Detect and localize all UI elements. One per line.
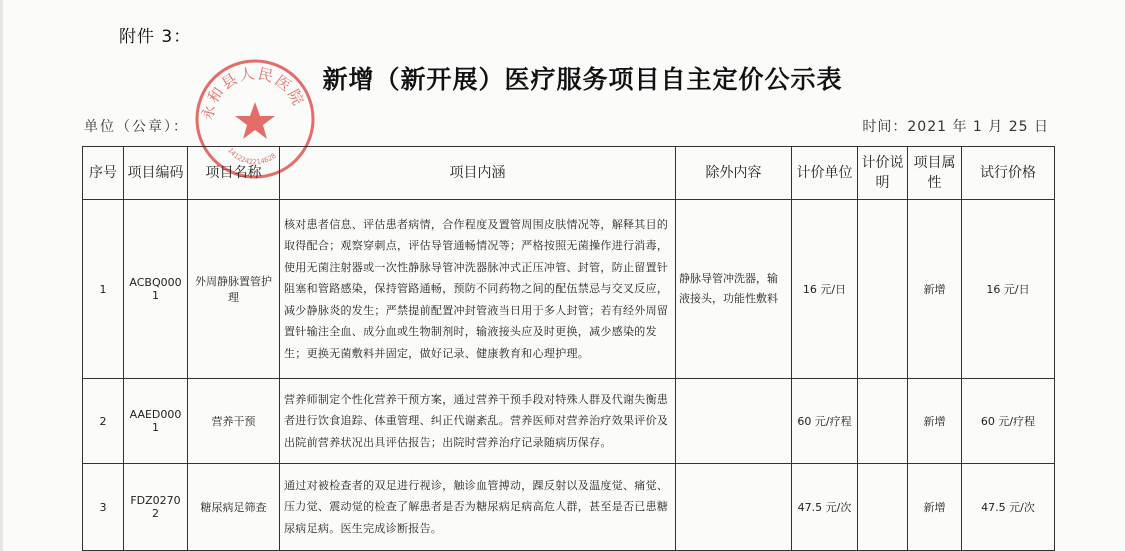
cell-content: 通过对被检查者的双足进行视诊，触诊血管搏动，踝反射以及温度觉、痛觉、压力觉、震动觉的检查了解患者是否为糖尿病足病高危人群，甚至是否已患糖尿病足病。医生完成诊断报告。 xyxy=(280,464,676,551)
table-row xyxy=(83,200,1055,379)
cell-code: FDZ02702 xyxy=(124,464,188,551)
cell-exclusion xyxy=(676,464,792,551)
cell-unit: 16 元/日 xyxy=(792,200,858,379)
cell-price: 16 元/日 xyxy=(962,200,1055,379)
cell-note xyxy=(858,200,908,379)
header-content: 项目内涵 xyxy=(280,147,676,200)
cell-content: 营养师制定个性化营养干预方案，通过营养干预手段对特殊人群及代谢失衡患者进行饮食追踪、体重管理、纠正代谢紊乱。营养医师对营养治疗效果评价及出院前营养状况出具评估报告；出院时营养治疗记录随病历保存。 xyxy=(280,379,676,464)
document-title: 新增（新开展）医疗服务项目自主定价公示表 xyxy=(322,65,843,94)
pricing-table xyxy=(82,146,1055,551)
cell-unit: 47.5 元/次 xyxy=(792,464,858,551)
date-label: 时间：2021 年 1 月 25 日 xyxy=(862,119,1049,135)
header-note: 计价说明 xyxy=(858,147,908,200)
cell-name: 糖尿病足筛查 xyxy=(188,464,280,551)
attachment-label: 附件 3： xyxy=(119,27,192,47)
cell-exclusion: 静脉导管冲洗器，输液接头，功能性敷料 xyxy=(676,200,792,379)
table-row xyxy=(83,464,1055,551)
header-name: 项目名称 xyxy=(188,147,280,200)
cell-note xyxy=(858,379,908,464)
table-header-row xyxy=(83,147,1055,200)
header-attr: 项目属性 xyxy=(908,147,962,200)
header-seq: 序号 xyxy=(83,147,124,200)
header-exclusion: 除外内容 xyxy=(676,147,792,200)
cell-price: 47.5 元/次 xyxy=(962,464,1055,551)
cell-name: 外周静脉置管护理 xyxy=(188,200,280,379)
svg-text:1412242214628: 1412242214628 xyxy=(225,146,278,167)
cell-seq: 1 xyxy=(83,200,124,379)
table-row xyxy=(83,379,1055,464)
cell-seq: 3 xyxy=(83,464,124,551)
cell-exclusion xyxy=(676,379,792,464)
header-price: 试行价格 xyxy=(962,147,1055,200)
cell-unit: 60 元/疗程 xyxy=(792,379,858,464)
cell-content: 核对患者信息、评估患者病情，合作程度及置管周围皮肤情况等，解释其目的取得配合；观察穿刺点，评估导管通畅情况等；严格按照无菌操作进行消毒，使用无菌注射器或一次性静脉导管冲洗器脉冲式正压冲管、封管，防止留置针阻塞和管路感染，保持管路通畅，预防不同药物之间的配伍禁忌与交叉反应，减少静脉炎的发生；严禁提前配置冲封管液当日用于多人封管；若有经外周留置针输注全血、成分血或生物制剂时，输液接头应及时更换，减少感染的发生；更换无菌敷料并固定，做好记录、健康教育和心理护理。 xyxy=(280,200,676,379)
cell-attr: 新增 xyxy=(908,464,962,551)
cell-attr: 新增 xyxy=(908,379,962,464)
unit-label: 单位（公章）： xyxy=(84,119,189,135)
cell-code: ACBQ0001 xyxy=(124,200,188,379)
cell-code: AAED0001 xyxy=(124,379,188,464)
cell-attr: 新增 xyxy=(908,200,962,379)
cell-note xyxy=(858,464,908,551)
header-unit: 计价单位 xyxy=(792,147,858,200)
svg-text:永和县人民医院: 永和县人民医院 xyxy=(198,64,309,122)
cell-name: 营养干预 xyxy=(188,379,280,464)
header-code: 项目编码 xyxy=(124,147,188,200)
cell-price: 60 元/疗程 xyxy=(962,379,1055,464)
cell-seq: 2 xyxy=(83,379,124,464)
